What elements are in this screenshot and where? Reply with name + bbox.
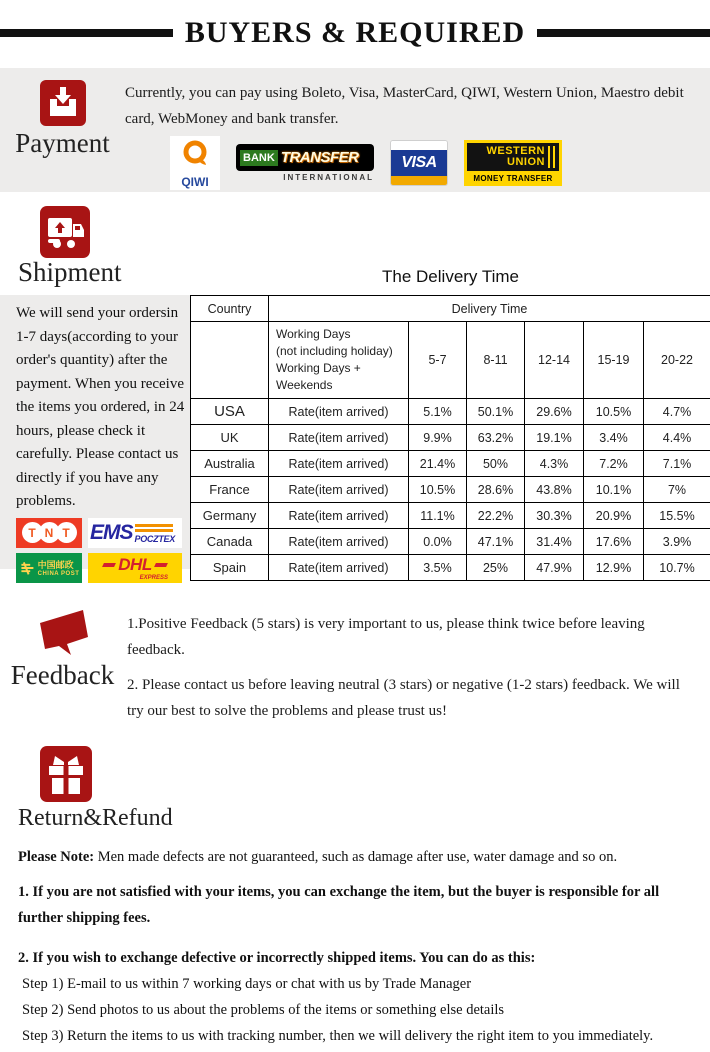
return-refund-content — [18, 844, 692, 1049]
rate-label-cell: Rate(item arrived) — [269, 477, 409, 503]
please-note-text: Men made defects are not guaranteed, such as damage after use, water damage and so on. — [94, 849, 618, 865]
western-union-bar — [553, 146, 555, 168]
rate-cell: 7.1% — [644, 451, 710, 477]
country-cell: France — [191, 477, 269, 503]
delivery-time-table — [190, 295, 710, 581]
shipment-header — [0, 202, 190, 295]
ems-stripes — [135, 524, 175, 532]
western-union-logo — [464, 140, 562, 186]
rate-label-cell: Rate(item arrived) — [269, 503, 409, 529]
rate-cell: 29.6% — [525, 399, 584, 425]
country-header-cell: Country — [191, 296, 269, 322]
tnt-logo — [16, 518, 82, 548]
feedback-section — [0, 601, 710, 724]
rate-cell: 5.1% — [409, 399, 467, 425]
rate-cell: 15.5% — [644, 503, 710, 529]
payment-section — [0, 68, 710, 192]
ems-logo-right — [135, 522, 175, 544]
western-union-bar — [548, 146, 550, 168]
range-cell: 12-14 — [525, 322, 584, 399]
country-cell: Canada — [191, 529, 269, 555]
range-cell: 15-19 — [584, 322, 644, 399]
table-row — [191, 425, 710, 451]
money-transfer-text: MONEY TRANSFER — [473, 174, 553, 183]
dhl-express-text: EXPRESS — [139, 574, 168, 581]
page-title: BUYERS & REQUIRED — [184, 16, 526, 49]
transfer-word: TRANSFER — [280, 149, 359, 166]
payment-content — [125, 78, 710, 192]
range-cell: 5-7 — [409, 322, 467, 399]
return-point-2: 2. If you wish to exchange defective or incorrectly shipped items. You can do as this: — [18, 950, 536, 966]
gift-box-icon — [40, 746, 92, 802]
tnt-letter: T — [56, 522, 77, 543]
dhl-logo-text: DHL — [118, 554, 152, 574]
country-cell: Australia — [191, 451, 269, 477]
return-step-3: Step 3) Return the items to us with tracking number, then we will delivery the right item to you immediately. — [22, 1028, 654, 1044]
working-days-cell: Working Days (not including holiday) Working Days + Weekends — [269, 322, 409, 399]
bank-transfer-logo — [236, 144, 374, 182]
table-row — [191, 529, 710, 555]
carrier-logos-grid — [16, 518, 186, 583]
rate-cell: 30.3% — [525, 503, 584, 529]
rate-cell: 3.5% — [409, 555, 467, 581]
feedback-speech-bubble-icon — [33, 607, 93, 661]
feedback-point-2: 2. Please contact us before leaving neutral (3 stars) or negative (1-2 stars) feedback. We will try our best to solve the problems and please trust us! — [127, 677, 680, 719]
rate-cell: 4.4% — [644, 425, 710, 451]
header-rule-left — [0, 29, 173, 37]
country-cell: Germany — [191, 503, 269, 529]
empty-cell — [191, 322, 269, 399]
rate-cell: 43.8% — [525, 477, 584, 503]
ems-logo-text: EMS — [90, 520, 133, 544]
rate-cell: 10.7% — [644, 555, 710, 581]
china-post-english-text: CHINA POST — [37, 571, 80, 577]
delivery-time-header-cell: Delivery Time — [269, 296, 710, 322]
shipment-section-label: Shipment — [18, 257, 122, 287]
rate-cell: 0.0% — [409, 529, 467, 555]
range-cell: 20-22 — [644, 322, 710, 399]
rate-cell: 19.1% — [525, 425, 584, 451]
table-row — [191, 477, 710, 503]
western-union-words — [487, 146, 546, 168]
table-subheader-row — [191, 322, 710, 399]
rate-cell: 7.2% — [584, 451, 644, 477]
rate-cell: 10.1% — [584, 477, 644, 503]
bank-transfer-logo-top — [236, 144, 374, 171]
rate-cell: 7% — [644, 477, 710, 503]
rate-cell: 10.5% — [584, 399, 644, 425]
rate-cell: 9.9% — [409, 425, 467, 451]
table-row — [191, 555, 710, 581]
rate-cell: 47.9% — [525, 555, 584, 581]
return-note — [18, 844, 692, 870]
china-post-chinese-text: 中国邮政 — [37, 560, 74, 570]
china-post-logo — [16, 553, 82, 583]
page-header — [0, 0, 710, 62]
please-note-label: Please Note: — [18, 849, 95, 865]
qiwi-logo — [170, 136, 220, 190]
rate-label-cell: Rate(item arrived) — [269, 555, 409, 581]
rate-cell: 4.3% — [525, 451, 584, 477]
ems-pocztex-logo — [88, 518, 182, 548]
rate-cell: 20.9% — [584, 503, 644, 529]
tnt-letter: N — [39, 522, 60, 543]
shipment-note-panel — [0, 295, 190, 581]
rate-cell: 21.4% — [409, 451, 467, 477]
payment-description: Currently, you can pay using Boleto, Visa, MasterCard, QIWI, Western Union, Maestro debit card, WebMoney and bank transfer. — [125, 85, 684, 127]
payment-section-label: Payment — [15, 128, 110, 158]
payment-icon-column — [0, 78, 125, 192]
return-step-2: Step 2) Send photos to us about the problems of the items or something else details — [22, 1002, 505, 1018]
rate-cell: 11.1% — [409, 503, 467, 529]
table-row — [191, 451, 710, 477]
rate-cell: 4.7% — [644, 399, 710, 425]
rate-label-cell: Rate(item arrived) — [269, 425, 409, 451]
rate-cell: 31.4% — [525, 529, 584, 555]
feedback-icon-column — [0, 601, 125, 724]
visa-logo-top-stripe — [391, 141, 447, 150]
rate-cell: 50% — [467, 451, 525, 477]
range-cell: 8-11 — [467, 322, 525, 399]
rate-label-cell: Rate(item arrived) — [269, 399, 409, 425]
return-step-1: Step 1) E-mail to us within 7 working days or chat with us by Trade Manager — [22, 976, 472, 992]
country-cell: USA — [191, 399, 269, 425]
shipment-truck-icon — [40, 206, 90, 258]
visa-logo-bottom-stripe — [391, 176, 447, 185]
bank-word: BANK — [240, 150, 278, 166]
bank-international-text: INTERNATIONAL — [283, 173, 374, 182]
tnt-letter: T — [22, 522, 43, 543]
dhl-dash — [102, 563, 116, 567]
rate-cell: 25% — [467, 555, 525, 581]
rate-cell: 17.6% — [584, 529, 644, 555]
qiwi-logo-text: QIWI — [181, 175, 209, 189]
western-union-logo-top — [467, 143, 559, 171]
dhl-logo-row — [103, 555, 166, 575]
china-post-text — [38, 558, 80, 577]
feedback-point-1: 1.Positive Feedback (5 stars) is very important to us, please think twice before leaving feedback. — [127, 616, 645, 658]
rate-cell: 12.9% — [584, 555, 644, 581]
rate-cell: 10.5% — [409, 477, 467, 503]
rate-cell: 28.6% — [467, 477, 525, 503]
delivery-time-title: The Delivery Time — [382, 267, 519, 286]
table-row — [191, 399, 710, 425]
rate-label-cell: Rate(item arrived) — [269, 529, 409, 555]
qiwi-q-icon — [179, 138, 211, 172]
rate-cell: 47.1% — [467, 529, 525, 555]
shipment-right-column — [190, 202, 710, 581]
rate-cell: 50.1% — [467, 399, 525, 425]
feedback-content — [125, 601, 710, 724]
return-point-1: 1. If you are not satisfied with your items, you can exchange the item, but the buyer is responsible for all further shipping fees. — [18, 884, 660, 926]
table-header-row — [191, 296, 710, 322]
feedback-section-label: Feedback — [10, 660, 115, 690]
rate-label-cell: Rate(item arrived) — [269, 451, 409, 477]
visa-logo — [390, 140, 448, 186]
shipment-note-text: We will send your ordersin 1-7 days(according to your order's quantity) after the payment. When you receive the items you ordered, in 24 hours, please check it carefully. Please contact us directly if you have any problems. — [16, 305, 185, 509]
country-cell: UK — [191, 425, 269, 451]
rate-cell: 63.2% — [467, 425, 525, 451]
rate-cell: 22.2% — [467, 503, 525, 529]
country-cell: Spain — [191, 555, 269, 581]
header-rule-right — [537, 29, 710, 37]
dhl-logo — [88, 553, 182, 583]
pocztex-text: POCZTEX — [134, 533, 175, 544]
return-refund-header — [18, 746, 692, 832]
table-row — [191, 503, 710, 529]
shipment-section — [0, 202, 710, 581]
china-post-emblem-icon — [19, 559, 35, 577]
visa-logo-text: VISA — [391, 150, 447, 176]
union-word: UNION — [507, 156, 545, 168]
shipment-left-column — [0, 202, 190, 581]
western-word: WESTERN — [486, 145, 545, 157]
rate-cell: 3.4% — [584, 425, 644, 451]
return-refund-section — [0, 746, 710, 1049]
payment-download-icon — [40, 80, 86, 126]
return-refund-section-label: Return&Refund — [18, 805, 173, 831]
dhl-dash — [154, 563, 168, 567]
rate-cell: 3.9% — [644, 529, 710, 555]
payment-logos-row — [170, 136, 696, 190]
